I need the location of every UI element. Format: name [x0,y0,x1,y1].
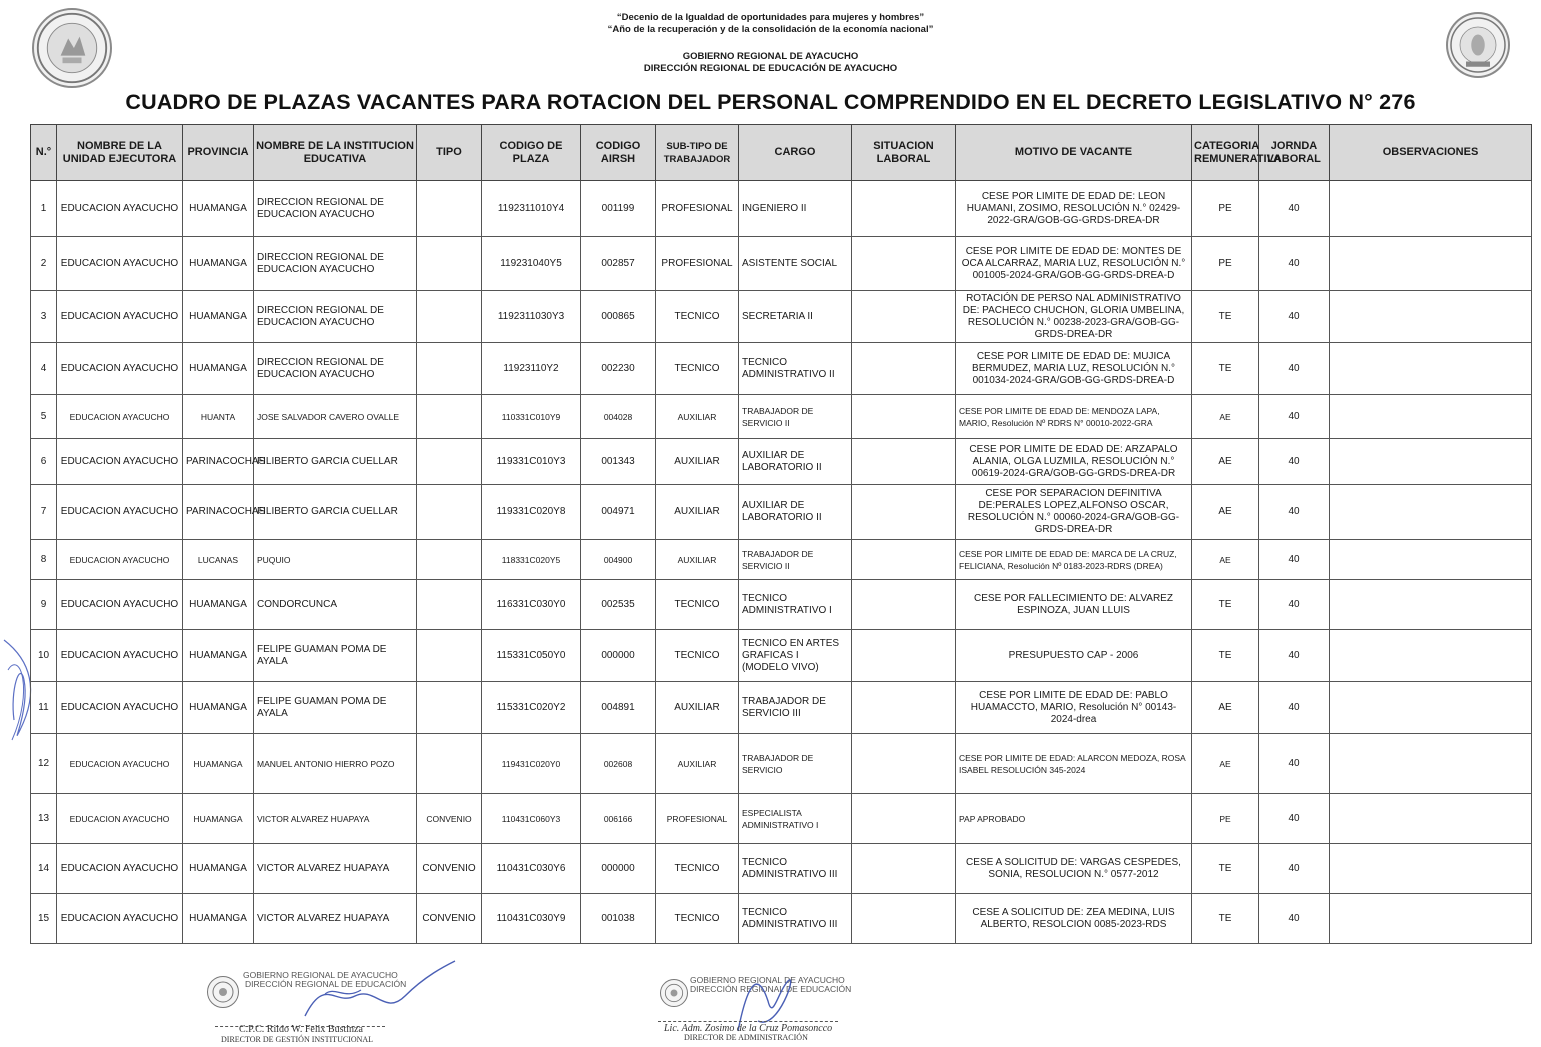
type-cell: CONVENIO [417,894,482,944]
row-number: 6 [31,439,57,485]
table-row [31,844,1532,894]
work-status-cell [852,894,956,944]
position-code-cell: 115331C050Y0 [482,630,581,682]
observations-cell [1330,794,1532,844]
signer-role-1: DIRECTOR DE GESTIÓN INSTITUCIONAL [221,1035,374,1044]
observations-cell [1330,844,1532,894]
position-cell: TECNICO ADMINISTRATIVO I [739,580,852,630]
position-cell: TECNICO ADMINISTRATIVO II [739,343,852,395]
table-row [31,794,1532,844]
province-cell: HUAMANGA [183,894,254,944]
category-cell: TE [1192,343,1259,395]
vacancy-reason-cell: CESE A SOLICITUD DE: VARGAS CESPEDES, SONIA, RESOLUCION N.° 0577-2012 [956,844,1192,894]
category-cell: AE [1192,734,1259,794]
col-header-type: TIPO [417,125,482,181]
workday-cell: 40 [1259,794,1330,844]
signature-block-1 [205,962,445,1047]
position-code-cell: 119431C020Y0 [482,734,581,794]
position-cell: TECNICO EN ARTES GRAFICAS I (MODELO VIVO) [739,630,852,682]
unit-cell: EDUCACION AYACUCHO [57,291,183,343]
category-cell: AE [1192,682,1259,734]
position-cell: SECRETARIA II [739,291,852,343]
airsh-code-cell: 000865 [581,291,656,343]
position-cell: INGENIERO II [739,181,852,237]
subtype-cell: TECNICO [656,291,739,343]
institution-cell: VICTOR ALVAREZ HUAPAYA [254,794,417,844]
row-number: 7 [31,485,57,540]
airsh-code-cell: 000000 [581,844,656,894]
workday-cell: 40 [1259,237,1330,291]
vacancy-reason-cell: CESE POR LIMITE DE EDAD: ALARCON MEDOZA, ROSA ISABEL RESOLUCIÓN 345-2024 [956,734,1192,794]
province-cell: HUAMANGA [183,734,254,794]
type-cell [417,181,482,237]
airsh-code-cell: 001038 [581,894,656,944]
type-cell [417,682,482,734]
province-cell: HUAMANGA [183,580,254,630]
airsh-code-cell: 001199 [581,181,656,237]
category-cell: PE [1192,794,1259,844]
table-row [31,237,1532,291]
work-status-cell [852,343,956,395]
stamp-text-1a: GOBIERNO REGIONAL DE AYACUCHO [243,970,398,980]
vacancy-reason-cell: CESE POR SEPARACION DEFINITIVA DE:PERALES LOPEZ,ALFONSO OSCAR, RESOLUCIÓN N.° 00060-2024-GRA/GOB-GG-GRDS-DREA-DR [956,485,1192,540]
table-row [31,439,1532,485]
position-cell: TRABAJADOR DE SERVICIO III [739,682,852,734]
workday-cell: 40 [1259,630,1330,682]
slogan-line-1: “Decenio de la Igualdad de oportunidades para mujeres y hombres” [616,12,925,23]
province-cell: HUANTA [183,395,254,439]
institution-cell: FILIBERTO GARCIA CUELLAR [254,485,417,540]
subtype-cell: AUXILIAR [656,439,739,485]
col-header-institution: NOMBRE DE LA INSTITUCION EDUCATIVA [254,125,417,181]
subtype-cell: AUXILIAR [656,485,739,540]
col-header-subtype: SUB-TIPO DE TRABAJADOR [656,125,739,181]
category-cell: PE [1192,237,1259,291]
vacancy-reason-cell: CESE A SOLICITUD DE: ZEA MEDINA, LUIS ALBERTO, RESOLCION 0085-2023-RDS [956,894,1192,944]
workday-cell: 40 [1259,395,1330,439]
row-number: 15 [31,894,57,944]
col-header-number: N.° [31,125,57,181]
document-title: CUADRO DE PLAZAS VACANTES PARA ROTACION DEL PERSONAL COMPRENDIDO EN EL DECRETO LEGISLATIVO N° 276 [125,90,1416,114]
signature-stamp-1 [207,976,239,1008]
position-cell: TECNICO ADMINISTRATIVO III [739,894,852,944]
airsh-code-cell: 000000 [581,630,656,682]
stamp-text-1b: DIRECCIÓN REGIONAL DE EDUCACIÓN [245,979,407,989]
col-header-vacancy-reason: MOTIVO DE VACANTE [956,125,1192,181]
workday-cell: 40 [1259,894,1330,944]
workday-cell: 40 [1259,343,1330,395]
vacancy-reason-cell: CESE POR LIMITE DE EDAD DE: MONTES DE OCA ALCARRAZ, MARIA LUZ, RESOLUCIÓN N.° 001005-2024-GRA/GOB-GG-GRDS-DREA-D [956,237,1192,291]
institution-cell: VICTOR ALVAREZ HUAPAYA [254,844,417,894]
col-header-workday: JORNDA LABORAL [1259,125,1330,181]
institution-cell: DIRECCION REGIONAL DE EDUCACION AYACUCHO [254,343,417,395]
subtype-cell: TECNICO [656,894,739,944]
province-cell: LUCANAS [183,540,254,580]
table-row [31,630,1532,682]
airsh-code-cell: 001343 [581,439,656,485]
position-code-cell: 110431C060Y3 [482,794,581,844]
work-status-cell [852,844,956,894]
unit-cell: EDUCACION AYACUCHO [57,682,183,734]
category-cell: AE [1192,395,1259,439]
position-code-cell: 119331C020Y8 [482,485,581,540]
category-cell: TE [1192,894,1259,944]
signature-block-2 [658,965,898,1047]
subtype-cell: PROFESIONAL [656,794,739,844]
row-number: 11 [31,682,57,734]
unit-cell: EDUCACION AYACUCHO [57,844,183,894]
position-code-cell: 1192311030Y3 [482,291,581,343]
row-number: 1 [31,181,57,237]
province-cell: HUAMANGA [183,682,254,734]
vacancy-reason-cell: CESE POR LIMITE DE EDAD DE: LEON HUAMANI, ZOSIMO, RESOLUCIÓN N.° 02429-2022-GRA/GOB-GG-GRDS-DREA-DR [956,181,1192,237]
unit-cell: EDUCACION AYACUCHO [57,395,183,439]
signer-name-2: Lic. Adm. Zosimo de la Cruz Pomasoncco [664,1023,833,1034]
airsh-code-cell: 004971 [581,485,656,540]
row-number: 2 [31,237,57,291]
position-code-cell: 110431C030Y6 [482,844,581,894]
observations-cell [1330,439,1532,485]
observations-cell [1330,682,1532,734]
observations-cell [1330,291,1532,343]
vacancy-reason-cell: PRESUPUESTO CAP - 2006 [956,630,1192,682]
col-header-position: CARGO [739,125,852,181]
table-row [31,894,1532,944]
slogan-line-2: “Año de la recuperación y de la consolidación de la economía nacional” [607,24,934,35]
work-status-cell [852,291,956,343]
work-status-cell [852,794,956,844]
workday-cell: 40 [1259,580,1330,630]
table-header-row [31,125,1532,181]
unit-cell: EDUCACION AYACUCHO [57,794,183,844]
unit-cell: EDUCACION AYACUCHO [57,237,183,291]
province-cell: HUAMANGA [183,844,254,894]
observations-cell [1330,237,1532,291]
stamp-seal-icon [208,977,238,1007]
type-cell [417,734,482,794]
position-cell: ESPECIALISTA ADMINISTRATIVO I [739,794,852,844]
work-status-cell [852,630,956,682]
airsh-code-cell: 004028 [581,395,656,439]
unit-cell: EDUCACION AYACUCHO [57,181,183,237]
row-number: 5 [31,395,57,439]
position-cell: TRABAJADOR DE SERVICIO II [739,540,852,580]
workday-cell: 40 [1259,485,1330,540]
institution-cell: VICTOR ALVAREZ HUAPAYA [254,894,417,944]
position-code-cell: 119231040Y5 [482,237,581,291]
province-cell: PARINACOCHAS [183,439,254,485]
row-number: 8 [31,540,57,580]
position-cell: TECNICO ADMINISTRATIVO III [739,844,852,894]
workday-cell: 40 [1259,682,1330,734]
type-cell: CONVENIO [417,794,482,844]
position-cell: TRABAJADOR DE SERVICIO [739,734,852,794]
row-number: 4 [31,343,57,395]
institution-cell: DIRECCION REGIONAL DE EDUCACION AYACUCHO [254,291,417,343]
table-row [31,181,1532,237]
workday-cell: 40 [1259,291,1330,343]
directorate-name: DIRECCIÓN REGIONAL DE EDUCACIÓN DE AYACUCHO [643,63,898,74]
airsh-code-cell: 002230 [581,343,656,395]
subtype-cell: TECNICO [656,580,739,630]
observations-cell [1330,343,1532,395]
stamp-seal-icon [661,980,687,1006]
subtype-cell: TECNICO [656,343,739,395]
unit-cell: EDUCACION AYACUCHO [57,439,183,485]
row-number: 9 [31,580,57,630]
subtype-cell: AUXILIAR [656,734,739,794]
category-cell: TE [1192,580,1259,630]
workday-cell: 40 [1259,439,1330,485]
position-code-cell: 119331C010Y3 [482,439,581,485]
airsh-code-cell: 002535 [581,580,656,630]
col-header-unit: NOMBRE DE LA UNIDAD EJECUTORA [57,125,183,181]
table-row [31,682,1532,734]
type-cell [417,485,482,540]
type-cell [417,395,482,439]
vacancy-reason-cell: CESE POR LIMITE DE EDAD DE: PABLO HUAMACCTO, MARIO, Resolución N° 00143-2024-drea [956,682,1192,734]
airsh-code-cell: 004891 [581,682,656,734]
province-cell: HUAMANGA [183,237,254,291]
province-cell: HUAMANGA [183,181,254,237]
position-code-cell: 118331C020Y5 [482,540,581,580]
category-cell: PE [1192,181,1259,237]
observations-cell [1330,580,1532,630]
work-status-cell [852,580,956,630]
vacancy-reason-cell: CESE POR FALLECIMIENTO DE: ALVAREZ ESPINOZA, JUAN LLUIS [956,580,1192,630]
institution-cell: MANUEL ANTONIO HIERRO POZO [254,734,417,794]
observations-cell [1330,630,1532,682]
vacancy-reason-cell: ROTACIÓN DE PERSO NAL ADMINISTRATIVO DE: PACHECO CHUCHON, GLORIA UMBELINA, RESOLUCIÓN N.° 00238-2023-GRA/GOB-GG-GRDS-DREA-DR [956,291,1192,343]
category-cell: TE [1192,844,1259,894]
signer-role-2: DIRECTOR DE ADMINISTRACIÓN [684,1033,808,1042]
category-cell: AE [1192,439,1259,485]
table-row [31,540,1532,580]
unit-cell: EDUCACION AYACUCHO [57,734,183,794]
position-code-cell: 110331C010Y9 [482,395,581,439]
observations-cell [1330,894,1532,944]
handwritten-signature-1 [265,956,465,1026]
workday-cell: 40 [1259,181,1330,237]
province-cell: PARINACOCHAS [183,485,254,540]
province-cell: HUAMANGA [183,343,254,395]
work-status-cell [852,237,956,291]
subtype-cell: AUXILIAR [656,540,739,580]
observations-cell [1330,395,1532,439]
category-cell: AE [1192,540,1259,580]
subtype-cell: AUXILIAR [656,395,739,439]
position-code-cell: 110431C030Y9 [482,894,581,944]
position-code-cell: 11923110Y2 [482,343,581,395]
col-header-observations: OBSERVACIONES [1330,125,1532,181]
position-cell: AUXILIAR DE LABORATORIO II [739,439,852,485]
institution-cell: DIRECCION REGIONAL DE EDUCACION AYACUCHO [254,237,417,291]
row-number: 10 [31,630,57,682]
province-cell: HUAMANGA [183,794,254,844]
subtype-cell: AUXILIAR [656,682,739,734]
work-status-cell [852,485,956,540]
workday-cell: 40 [1259,734,1330,794]
table-row [31,291,1532,343]
signer-name-1: C.P.C. Rildo W. Felix Bustinza [239,1024,363,1035]
vacancy-reason-cell: CESE POR LIMITE DE EDAD DE: MENDOZA LAPA, MARIO, Resolución Nº RDRS N° 00010-2022-GRA [956,395,1192,439]
institution-cell: PUQUIO [254,540,417,580]
unit-cell: EDUCACION AYACUCHO [57,540,183,580]
type-cell [417,439,482,485]
workday-cell: 40 [1259,540,1330,580]
observations-cell [1330,540,1532,580]
type-cell [417,540,482,580]
airsh-code-cell: 006166 [581,794,656,844]
work-status-cell [852,395,956,439]
table-row [31,343,1532,395]
vacancy-table [30,124,1531,944]
subtype-cell: TECNICO [656,844,739,894]
stamp-text-2b: DIRECCIÓN REGIONAL DE EDUCACIÓN [690,984,852,994]
subtype-cell: PROFESIONAL [656,237,739,291]
vacancy-reason-cell: CESE POR LIMITE DE EDAD DE: MUJICA BERMUDEZ, MARIA LUZ, RESOLUCIÓN N.° 001034-2024-GRA/GOB-GG-GRDS-DREA-D [956,343,1192,395]
table-row [31,580,1532,630]
work-status-cell [852,734,956,794]
institution-cell: FELIPE GUAMAN POMA DE AYALA [254,630,417,682]
institution-cell: CONDORCUNCA [254,580,417,630]
col-header-airsh-code: CODIGO AIRSH [581,125,656,181]
vacancy-reason-cell: PAP APROBADO [956,794,1192,844]
observations-cell [1330,485,1532,540]
government-name: GOBIERNO REGIONAL DE AYACUCHO [682,51,859,62]
work-status-cell [852,181,956,237]
table-row [31,485,1532,540]
work-status-cell [852,682,956,734]
row-number: 12 [31,734,57,794]
vacancy-reason-cell: CESE POR LIMITE DE EDAD DE: ARZAPALO ALANIA, OLGA LUZMILA, RESOLUCIÓN N.° 00619-2024-GRA/GOB-GG-GRDS-DREA-DR [956,439,1192,485]
col-header-category: CATEGORIA REMUNERATIVA [1192,125,1259,181]
institution-cell: FELIPE GUAMAN POMA DE AYALA [254,682,417,734]
col-header-work-status: SITUACION LABORAL [852,125,956,181]
work-status-cell [852,439,956,485]
province-cell: HUAMANGA [183,630,254,682]
position-cell: ASISTENTE SOCIAL [739,237,852,291]
work-status-cell [852,540,956,580]
observations-cell [1330,734,1532,794]
position-cell: AUXILIAR DE LABORATORIO II [739,485,852,540]
vacancy-reason-cell: CESE POR LIMITE DE EDAD DE: MARCA DE LA CRUZ, FELICIANA, Resolución Nº 0183-2023-RDRS (DREA) [956,540,1192,580]
unit-cell: EDUCACION AYACUCHO [57,580,183,630]
stamp-text-2a: GOBIERNO REGIONAL DE AYACUCHO [690,975,845,985]
position-cell: TRABAJADOR DE SERVICIO II [739,395,852,439]
institution-cell: FILIBERTO GARCIA CUELLAR [254,439,417,485]
col-header-position-code: CODIGO DE PLAZA [482,125,581,181]
airsh-code-cell: 004900 [581,540,656,580]
category-cell: TE [1192,630,1259,682]
airsh-code-cell: 002608 [581,734,656,794]
signature-stamp-2 [660,979,688,1007]
type-cell [417,343,482,395]
category-cell: TE [1192,291,1259,343]
type-cell [417,237,482,291]
institution-cell: DIRECCION REGIONAL DE EDUCACION AYACUCHO [254,181,417,237]
unit-cell: EDUCACION AYACUCHO [57,894,183,944]
row-number: 3 [31,291,57,343]
category-cell: AE [1192,485,1259,540]
unit-cell: EDUCACION AYACUCHO [57,343,183,395]
type-cell [417,630,482,682]
airsh-code-cell: 002857 [581,237,656,291]
col-header-province: PROVINCIA [183,125,254,181]
subtype-cell: PROFESIONAL [656,181,739,237]
row-number: 13 [31,794,57,844]
position-code-cell: 116331C030Y0 [482,580,581,630]
position-code-cell: 1192311010Y4 [482,181,581,237]
table-row [31,734,1532,794]
type-cell [417,580,482,630]
position-code-cell: 115331C020Y2 [482,682,581,734]
unit-cell: EDUCACION AYACUCHO [57,485,183,540]
row-number: 14 [31,844,57,894]
table-row [31,395,1532,439]
unit-cell: EDUCACION AYACUCHO [57,630,183,682]
observations-cell [1330,181,1532,237]
subtype-cell: TECNICO [656,630,739,682]
institution-cell: JOSE SALVADOR CAVERO OVALLE [254,395,417,439]
province-cell: HUAMANGA [183,291,254,343]
type-cell [417,291,482,343]
workday-cell: 40 [1259,844,1330,894]
type-cell: CONVENIO [417,844,482,894]
